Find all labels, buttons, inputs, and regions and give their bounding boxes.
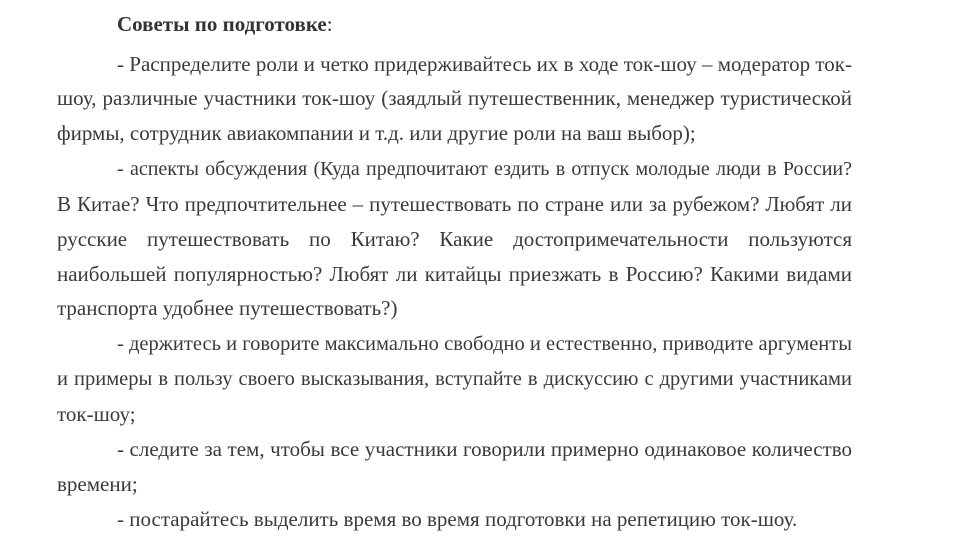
text-line-1: - Распределите роли и четко придерживайтесь их в ходе ток-шоу – модератор ток- — [117, 52, 852, 76]
heading-colon: : — [326, 12, 333, 36]
text-line-13: времени; — [57, 472, 138, 496]
text-line-4: - аспекты обсуждения (Куда предпочитают ездить в отпуск молодые люди в России? — [117, 158, 852, 180]
text-line-6: русские путешествовать по Китаю? Какие достопримечательности пользуются — [57, 227, 852, 251]
text-line-7: наибольшей популярностью? Любят ли китайцы приезжать в Россию? Какими видами — [57, 262, 852, 286]
text-line-3: фирмы, сотрудник авиакомпании и т.д. или другие роли на ваш выбор); — [57, 121, 696, 145]
text-line-14: - постарайтесь выделить время во время подготовки на репетицию ток-шоу. — [117, 507, 798, 531]
text-line-12: - следите за тем, чтобы все участники говорили примерно одинаковое количество — [117, 437, 852, 461]
text-line-9: - держитесь и говорите максимально свободно и естественно, приводите аргументы — [117, 333, 852, 355]
text-line-10: и примеры в пользу своего высказывания, вступайте в дискуссию с другими участниками — [57, 368, 852, 390]
text-line-2: шоу, различные участники ток-шоу (заядлый путешественник, менеджер туристической — [57, 86, 852, 110]
section-heading — [117, 8, 333, 40]
heading-title: Советы по подготовке — [117, 12, 327, 36]
text-line-8: транспорта удобнее путешествовать?) — [57, 296, 398, 320]
text-line-11: ток-шоу; — [57, 402, 136, 426]
text-line-5: В Китае? Что предпочтительнее – путешествовать по стране или за рубежом? Любят ли — [57, 192, 852, 216]
